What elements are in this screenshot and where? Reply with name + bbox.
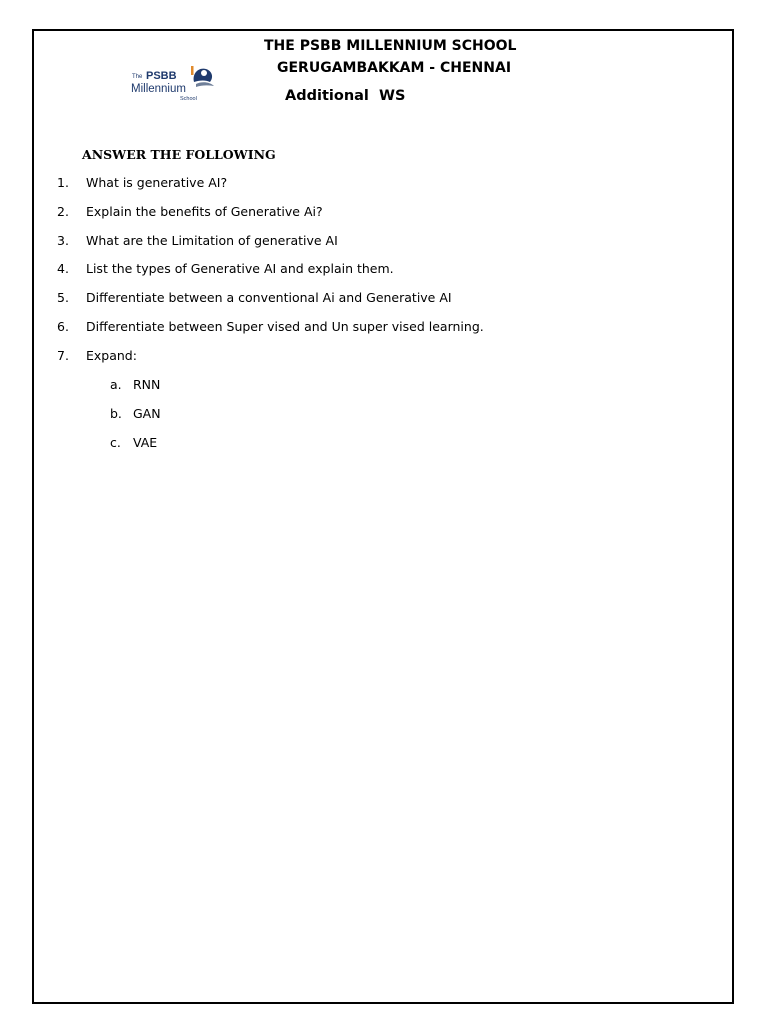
- school-name: THE PSBB MILLENNIUM SCHOOL: [264, 38, 517, 54]
- logo-text-school: School: [180, 96, 197, 102]
- logo-text-millennium: Millennium: [131, 83, 186, 95]
- school-location: GERUGAMBAKKAM - CHENNAI: [277, 60, 512, 76]
- question-text: What are the Limitation of generative AI: [86, 233, 338, 248]
- sub-item-letter: b.: [110, 406, 122, 421]
- sub-item-text: RNN: [133, 377, 161, 392]
- worksheet-title: Additional WS: [285, 88, 406, 104]
- question-text: What is generative AI?: [86, 175, 228, 190]
- question-text: Differentiate between Super vised and Un super vised learning.: [86, 319, 484, 334]
- question-text: Explain the benefits of Generative Ai?: [86, 204, 323, 219]
- sub-item-text: GAN: [133, 406, 161, 421]
- question-text: Expand:: [86, 348, 137, 363]
- sub-item-letter: a.: [110, 377, 122, 392]
- logo-emblem-icon: [191, 66, 214, 87]
- question-text: List the types of Generative AI and explain them.: [86, 261, 394, 276]
- question-number: 5.: [57, 290, 69, 305]
- question-text: Differentiate between a conventional Ai and Generative AI: [86, 290, 452, 305]
- question-number: 7.: [57, 348, 69, 363]
- instruction-heading: ANSWER THE FOLLOWING: [82, 147, 276, 162]
- sub-item-text: VAE: [133, 435, 158, 450]
- school-logo: [128, 62, 220, 104]
- logo-text-the: The: [132, 74, 143, 80]
- question-number: 2.: [57, 204, 69, 219]
- question-number: 1.: [57, 175, 69, 190]
- question-number: 6.: [57, 319, 69, 334]
- question-number: 4.: [57, 261, 69, 276]
- question-number: 3.: [57, 233, 69, 248]
- logo-text-psbb: PSBB: [146, 70, 177, 82]
- sub-item-letter: c.: [110, 435, 121, 450]
